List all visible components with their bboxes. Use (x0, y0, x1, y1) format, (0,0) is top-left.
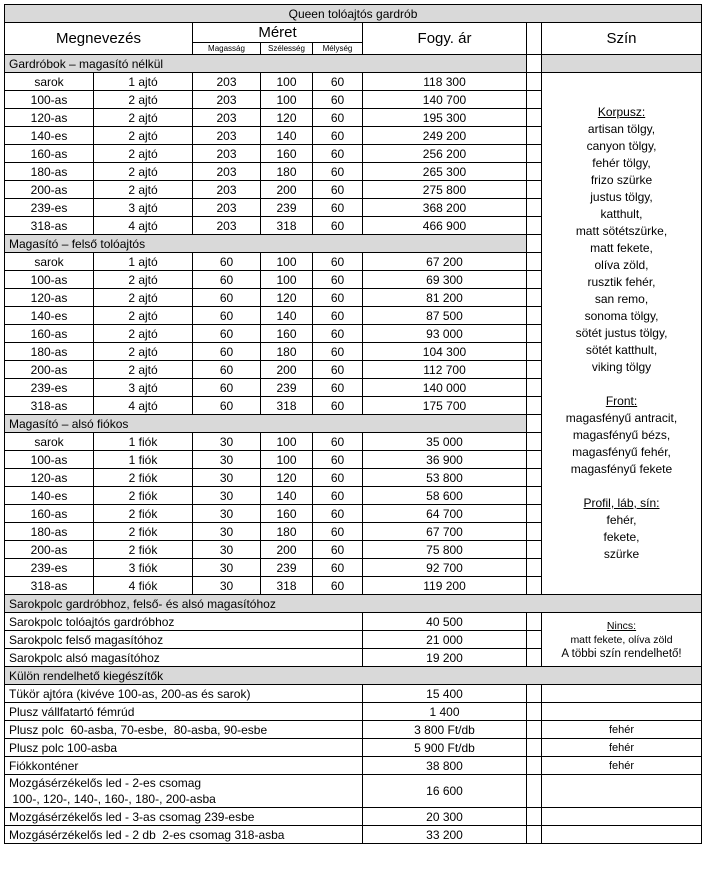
row-price: 275 800 (363, 181, 527, 199)
row-price: 140 000 (363, 379, 527, 397)
row-gap (527, 487, 542, 505)
row-name: 160-as (5, 505, 94, 523)
row-price: 119 200 (363, 577, 527, 595)
row-depth: 60 (313, 343, 363, 361)
row-name: 160-as (5, 145, 94, 163)
row-depth: 60 (313, 451, 363, 469)
row-gap (527, 199, 542, 217)
table-row (5, 703, 702, 721)
row-doors: 2 fiók (94, 541, 193, 559)
row-gap (527, 361, 542, 379)
row-height: 30 (193, 433, 261, 451)
profil-color: szürke (603, 547, 640, 561)
row-depth: 60 (313, 253, 363, 271)
row-height: 30 (193, 541, 261, 559)
row-name (5, 775, 363, 808)
row-height: 30 (193, 451, 261, 469)
row-gap (527, 163, 542, 181)
row-price: 19 200 (363, 649, 527, 667)
korpusz-color: olíva zöld, (594, 258, 649, 272)
row-height: 60 (193, 397, 261, 415)
row-doors: 3 ajtó (94, 379, 193, 397)
korpusz-color: justus tölgy, (590, 190, 653, 204)
row-depth: 60 (313, 523, 363, 541)
row-price: 69 300 (363, 271, 527, 289)
row-name: sarok (5, 73, 94, 91)
row-name: Mozgásérzékelős led - 3-as csomag 239-esbe (5, 808, 363, 826)
row-gap (527, 433, 542, 451)
row-height: 60 (193, 361, 261, 379)
table-row (5, 808, 702, 826)
header-price: Fogy. ár (363, 23, 527, 55)
row-height: 203 (193, 145, 261, 163)
row-gap (527, 217, 542, 235)
row-doors: 2 ajtó (94, 163, 193, 181)
row-price: 368 200 (363, 199, 527, 217)
row-price: 67 700 (363, 523, 527, 541)
front-color: magasfényű bézs, (572, 428, 671, 442)
korpusz-color: matt sötétszürke, (575, 224, 668, 238)
row-name: 318-as (5, 577, 94, 595)
row-doors: 2 ajtó (94, 145, 193, 163)
korpusz-label: Korpusz: (597, 105, 646, 119)
section-header (5, 595, 702, 613)
row-doors: 2 fiók (94, 469, 193, 487)
row-name-line2: 100-, 120-, 140-, 160-, 180-, 200-asba (9, 792, 216, 806)
section-title: Sarokpolc gardróbhoz, felső- és alsó magasítóhoz (5, 595, 702, 613)
row-depth: 60 (313, 541, 363, 559)
row-name: sarok (5, 253, 94, 271)
row-price: 1 400 (363, 703, 527, 721)
section-title: Magasító – felső tolóajtós (5, 235, 527, 253)
corner-color-note (542, 613, 702, 667)
row-height: 30 (193, 523, 261, 541)
korpusz-color: sonoma tölgy, (584, 309, 659, 323)
section-title: Magasító – alsó fiókos (5, 415, 527, 433)
row-doors: 2 ajtó (94, 325, 193, 343)
row-doors: 2 ajtó (94, 127, 193, 145)
row-price: 195 300 (363, 109, 527, 127)
row-width: 318 (261, 397, 313, 415)
row-gap (527, 127, 542, 145)
row-depth: 60 (313, 397, 363, 415)
row-price: 140 700 (363, 91, 527, 109)
row-width: 200 (261, 541, 313, 559)
page-title: Queen tolóajtós gardrób (5, 5, 702, 23)
row-height: 203 (193, 163, 261, 181)
row-name: 318-as (5, 397, 94, 415)
spacer (542, 478, 701, 495)
row-price: 36 900 (363, 451, 527, 469)
row-name: 180-as (5, 343, 94, 361)
header-gap (527, 23, 542, 55)
row-name: 120-as (5, 109, 94, 127)
header-color: Szín (542, 23, 702, 55)
title-row (5, 5, 702, 23)
korpusz-color: fehér tölgy, (592, 156, 651, 170)
row-doors: 2 ajtó (94, 361, 193, 379)
row-doors: 2 ajtó (94, 343, 193, 361)
row-gap (527, 469, 542, 487)
row-depth: 60 (313, 127, 363, 145)
row-width: 120 (261, 469, 313, 487)
row-doors: 2 ajtó (94, 271, 193, 289)
header-row (5, 23, 702, 43)
row-depth: 60 (313, 559, 363, 577)
row-price: 92 700 (363, 559, 527, 577)
table-row (5, 739, 702, 757)
row-price: 40 500 (363, 613, 527, 631)
row-depth: 60 (313, 379, 363, 397)
row-gap (527, 271, 542, 289)
row-depth: 60 (313, 109, 363, 127)
row-name-line1: Mozgásérzékelős led - 2-es csomag (9, 776, 202, 790)
row-gap (527, 649, 542, 667)
profil-label: Profil, láb, sín: (583, 496, 660, 510)
row-width: 100 (261, 253, 313, 271)
row-width: 100 (261, 73, 313, 91)
row-doors: 3 fiók (94, 559, 193, 577)
korpusz-color: sötét justus tölgy, (575, 326, 668, 340)
row-name: Sarokpolc alsó magasítóhoz (5, 649, 363, 667)
row-color: fehér (542, 739, 702, 757)
header-height: Magasság (193, 43, 261, 55)
row-name: 160-as (5, 325, 94, 343)
row-price: 93 000 (363, 325, 527, 343)
row-price: 21 000 (363, 631, 527, 649)
table-row (5, 73, 702, 91)
row-price: 265 300 (363, 163, 527, 181)
row-depth: 60 (313, 271, 363, 289)
row-color (542, 808, 702, 826)
row-height: 60 (193, 379, 261, 397)
row-gap (527, 631, 542, 649)
row-height: 203 (193, 217, 261, 235)
row-height: 60 (193, 325, 261, 343)
row-color (542, 685, 702, 703)
row-width: 120 (261, 109, 313, 127)
row-price: 249 200 (363, 127, 527, 145)
row-gap (527, 775, 542, 808)
row-name: 180-as (5, 163, 94, 181)
row-gap (527, 109, 542, 127)
row-depth: 60 (313, 325, 363, 343)
row-width: 160 (261, 145, 313, 163)
row-height: 60 (193, 307, 261, 325)
row-gap (527, 343, 542, 361)
row-height: 30 (193, 559, 261, 577)
price-list-table (4, 4, 702, 844)
korpusz-color: viking tölgy (591, 360, 652, 374)
row-gap (527, 703, 542, 721)
section-gap (527, 55, 542, 73)
row-height: 30 (193, 469, 261, 487)
row-gap (527, 577, 542, 595)
row-height: 30 (193, 577, 261, 595)
row-doors: 1 ajtó (94, 253, 193, 271)
row-doors: 2 fiók (94, 523, 193, 541)
row-gap (527, 91, 542, 109)
row-depth: 60 (313, 73, 363, 91)
front-label: Front: (605, 394, 638, 408)
row-price: 112 700 (363, 361, 527, 379)
row-doors: 2 fiók (94, 505, 193, 523)
row-doors: 1 ajtó (94, 73, 193, 91)
row-height: 203 (193, 127, 261, 145)
row-gap (527, 523, 542, 541)
row-price: 20 300 (363, 808, 527, 826)
row-depth: 60 (313, 163, 363, 181)
row-depth: 60 (313, 505, 363, 523)
row-gap (527, 289, 542, 307)
korpusz-color: rusztik fehér, (587, 275, 656, 289)
row-doors: 2 ajtó (94, 181, 193, 199)
row-depth: 60 (313, 91, 363, 109)
row-height: 30 (193, 505, 261, 523)
row-name: 200-as (5, 361, 94, 379)
row-name: Tükör ajtóra (kivéve 100-as, 200-as és sarok) (5, 685, 363, 703)
korpusz-color: artisan tölgy, (587, 122, 656, 136)
spacer (542, 376, 701, 393)
row-width: 200 (261, 181, 313, 199)
row-gap (527, 685, 542, 703)
row-price: 64 700 (363, 505, 527, 523)
front-color: magasfényű fekete (570, 462, 673, 476)
row-height: 203 (193, 91, 261, 109)
row-depth: 60 (313, 289, 363, 307)
row-width: 100 (261, 451, 313, 469)
profil-color: fekete, (603, 530, 640, 544)
row-price: 33 200 (363, 826, 527, 844)
row-name: sarok (5, 433, 94, 451)
row-width: 160 (261, 325, 313, 343)
row-gap (527, 505, 542, 523)
korpusz-color: matt fekete, (590, 241, 653, 255)
header-size: Méret (193, 23, 363, 43)
row-price: 104 300 (363, 343, 527, 361)
row-gap (527, 253, 542, 271)
row-price: 38 800 (363, 757, 527, 775)
row-price: 67 200 (363, 253, 527, 271)
row-gap (527, 325, 542, 343)
row-doors: 2 fiók (94, 487, 193, 505)
row-doors: 4 fiók (94, 577, 193, 595)
row-gap (527, 613, 542, 631)
row-gap (527, 145, 542, 163)
korpusz-color: san remo, (594, 292, 649, 306)
row-price: 75 800 (363, 541, 527, 559)
section-title: Külön rendelhető kiegészítők (5, 667, 702, 685)
row-name: Plusz polc 60-asba, 70-esbe, 80-asba, 90-esbe (5, 721, 363, 739)
row-name: Mozgásérzékelős led - 2 db 2-es csomag 318-asba (5, 826, 363, 844)
row-gap (527, 757, 542, 775)
row-width: 318 (261, 217, 313, 235)
row-width: 239 (261, 559, 313, 577)
row-width: 100 (261, 433, 313, 451)
row-name: 100-as (5, 271, 94, 289)
row-price: 175 700 (363, 397, 527, 415)
row-width: 100 (261, 91, 313, 109)
korpusz-color: katthult, (600, 207, 643, 221)
section-gap (527, 235, 542, 253)
row-gap (527, 73, 542, 91)
row-depth: 60 (313, 145, 363, 163)
table-row (5, 613, 702, 631)
row-width: 100 (261, 271, 313, 289)
row-width: 140 (261, 487, 313, 505)
row-width: 239 (261, 379, 313, 397)
row-height: 30 (193, 487, 261, 505)
row-gap (527, 739, 542, 757)
table-row (5, 775, 702, 808)
row-name: 239-es (5, 559, 94, 577)
row-name: Plusz polc 100-asba (5, 739, 363, 757)
row-color (542, 775, 702, 808)
row-price: 35 000 (363, 433, 527, 451)
section-gap (527, 415, 542, 433)
table-row (5, 826, 702, 844)
row-price: 53 800 (363, 469, 527, 487)
row-depth: 60 (313, 217, 363, 235)
row-doors: 3 ajtó (94, 199, 193, 217)
row-doors: 2 ajtó (94, 109, 193, 127)
row-width: 180 (261, 163, 313, 181)
row-height: 60 (193, 289, 261, 307)
row-doors: 1 fiók (94, 433, 193, 451)
row-price: 256 200 (363, 145, 527, 163)
row-gap (527, 826, 542, 844)
row-gap (527, 808, 542, 826)
row-name: 140-es (5, 487, 94, 505)
row-name: Plusz vállfatartó fémrúd (5, 703, 363, 721)
row-depth: 60 (313, 577, 363, 595)
table-row (5, 721, 702, 739)
row-width: 180 (261, 523, 313, 541)
row-gap (527, 559, 542, 577)
row-price: 118 300 (363, 73, 527, 91)
row-name: 140-es (5, 307, 94, 325)
row-color (542, 703, 702, 721)
row-name: Fiókkonténer (5, 757, 363, 775)
row-gap (527, 721, 542, 739)
row-height: 60 (193, 253, 261, 271)
row-height: 203 (193, 73, 261, 91)
korpusz-color: canyon tölgy, (586, 139, 657, 153)
row-depth: 60 (313, 361, 363, 379)
row-width: 239 (261, 199, 313, 217)
section-header (5, 55, 702, 73)
table-row (5, 757, 702, 775)
row-price: 81 200 (363, 289, 527, 307)
row-price: 16 600 (363, 775, 527, 808)
row-price: 3 800 Ft/db (363, 721, 527, 739)
row-color: fehér (542, 721, 702, 739)
header-depth: Mélység (313, 43, 363, 55)
row-doors: 1 fiók (94, 451, 193, 469)
row-name: 100-as (5, 451, 94, 469)
row-name: 140-es (5, 127, 94, 145)
row-color (542, 826, 702, 844)
korpusz-color: frizo szürke (590, 173, 653, 187)
profil-color: fehér, (606, 513, 637, 527)
row-name: Sarokpolc tolóajtós gardróbhoz (5, 613, 363, 631)
row-name: 200-as (5, 181, 94, 199)
row-depth: 60 (313, 307, 363, 325)
row-depth: 60 (313, 181, 363, 199)
row-height: 203 (193, 199, 261, 217)
row-width: 160 (261, 505, 313, 523)
row-gap (527, 451, 542, 469)
row-height: 203 (193, 181, 261, 199)
row-depth: 60 (313, 199, 363, 217)
header-name: Megnevezés (5, 23, 193, 55)
row-height: 203 (193, 109, 261, 127)
row-price: 466 900 (363, 217, 527, 235)
row-width: 200 (261, 361, 313, 379)
row-width: 140 (261, 307, 313, 325)
front-color: magasfényű antracit, (565, 411, 678, 425)
row-gap (527, 307, 542, 325)
row-doors: 4 ajtó (94, 217, 193, 235)
color-options (542, 73, 702, 595)
row-name: 180-as (5, 523, 94, 541)
row-name: 200-as (5, 541, 94, 559)
korpusz-color: sötét katthult, (585, 343, 658, 357)
row-price: 15 400 (363, 685, 527, 703)
row-height: 60 (193, 343, 261, 361)
row-color: fehér (542, 757, 702, 775)
row-name: 100-as (5, 91, 94, 109)
header-width: Szélesség (261, 43, 313, 55)
row-gap (527, 181, 542, 199)
row-height: 60 (193, 271, 261, 289)
section-header (5, 667, 702, 685)
row-width: 180 (261, 343, 313, 361)
row-width: 120 (261, 289, 313, 307)
table-row (5, 685, 702, 703)
row-depth: 60 (313, 469, 363, 487)
row-gap (527, 379, 542, 397)
row-name: Sarokpolc felső magasítóhoz (5, 631, 363, 649)
row-doors: 2 ajtó (94, 307, 193, 325)
row-width: 318 (261, 577, 313, 595)
row-doors: 2 ajtó (94, 91, 193, 109)
row-name: 120-as (5, 469, 94, 487)
row-price: 87 500 (363, 307, 527, 325)
row-depth: 60 (313, 433, 363, 451)
section-title: Gardróbok – magasító nélkül (5, 55, 527, 73)
row-price: 5 900 Ft/db (363, 739, 527, 757)
note-line: A többi szín rendelhető! (561, 647, 682, 660)
note-line: matt fekete, olíva zöld (570, 633, 673, 646)
row-name: 239-es (5, 379, 94, 397)
row-doors: 2 ajtó (94, 289, 193, 307)
row-gap (527, 541, 542, 559)
row-gap (527, 397, 542, 415)
note-label: Nincs: (606, 619, 637, 632)
section-color-header (542, 55, 702, 73)
row-price: 58 600 (363, 487, 527, 505)
row-width: 140 (261, 127, 313, 145)
row-name: 318-as (5, 217, 94, 235)
row-doors: 4 ajtó (94, 397, 193, 415)
row-depth: 60 (313, 487, 363, 505)
row-name: 239-es (5, 199, 94, 217)
front-color: magasfényű fehér, (572, 445, 671, 459)
row-name: 120-as (5, 289, 94, 307)
